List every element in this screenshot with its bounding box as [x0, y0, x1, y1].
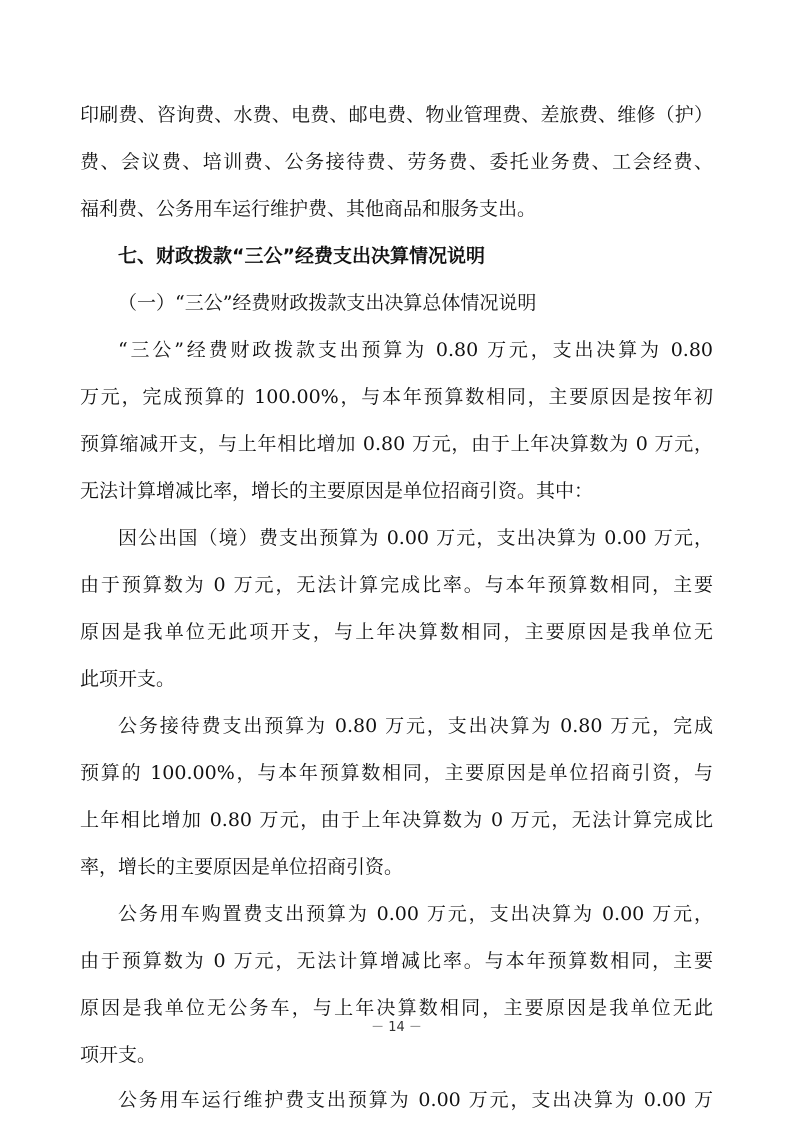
paragraph-line: 由于预算数为 0 万元，无法计算完成比率。与本年预算数相同，主要 — [80, 574, 713, 596]
paragraph-line: 原因是我单位无此项开支，与上年决算数相同，主要原因是我单位无 — [80, 621, 713, 643]
paragraph-line: 印刷费、咨询费、水费、电费、邮电费、物业管理费、差旅费、维修（护） — [80, 104, 713, 126]
paragraph-line: 费、会议费、培训费、公务接待费、劳务费、委托业务费、工会经费、 — [80, 151, 713, 173]
paragraph-line: 上年相比增加 0.80 万元，由于上年决算数为 0 万元，无法计算完成比 — [80, 809, 713, 831]
paragraph-line: 福利费、公务用车运行维护费、其他商品和服务支出。 — [80, 198, 537, 220]
page-number: － 14 － — [371, 1020, 422, 1035]
paragraph-line: 公务用车运行维护费支出预算为 0.00 万元，支出决算为 0.00 万 — [118, 1089, 713, 1111]
paragraph-line: 公务接待费支出预算为 0.80 万元，支出决算为 0.80 万元，完成 — [118, 715, 713, 737]
subsection-heading: （一）“三公”经费财政拨款支出决算总体情况说明 — [118, 292, 537, 314]
paragraph-line: 率，增长的主要原因是单位招商引资。 — [80, 856, 404, 878]
paragraph-line: 因公出国（境）费支出预算为 0.00 万元，支出决算为 0.00 万元， — [118, 527, 713, 549]
paragraph-line: 原因是我单位无公务车，与上年决算数相同，主要原因是我单位无此 — [80, 997, 713, 1019]
paragraph-line: 无法计算增减比率，增长的主要原因是单位招商引资。其中： — [80, 480, 594, 502]
paragraph-line: 项开支。 — [80, 1044, 157, 1066]
paragraph-line: 公务用车购置费支出预算为 0.00 万元，支出决算为 0.00 万元， — [118, 903, 713, 925]
section-heading: 七、财政拨款“三公”经费支出决算情况说明 — [118, 245, 485, 267]
paragraph-line: 预算的 100.00%，与本年预算数相同，主要原因是单位招商引资，与 — [80, 762, 713, 784]
paragraph-line: 万元，完成预算的 100.00%，与本年预算数相同，主要原因是按年初 — [80, 386, 713, 408]
paragraph-line: 由于预算数为 0 万元，无法计算增减比率。与本年预算数相同，主要 — [80, 950, 713, 972]
paragraph-line: “三公”经费财政拨款支出预算为 0.80 万元，支出决算为 0.80 — [118, 339, 713, 361]
paragraph-line: 此项开支。 — [80, 668, 176, 690]
paragraph-line: 预算缩减开支，与上年相比增加 0.80 万元，由于上年决算数为 0 万元， — [80, 433, 713, 455]
